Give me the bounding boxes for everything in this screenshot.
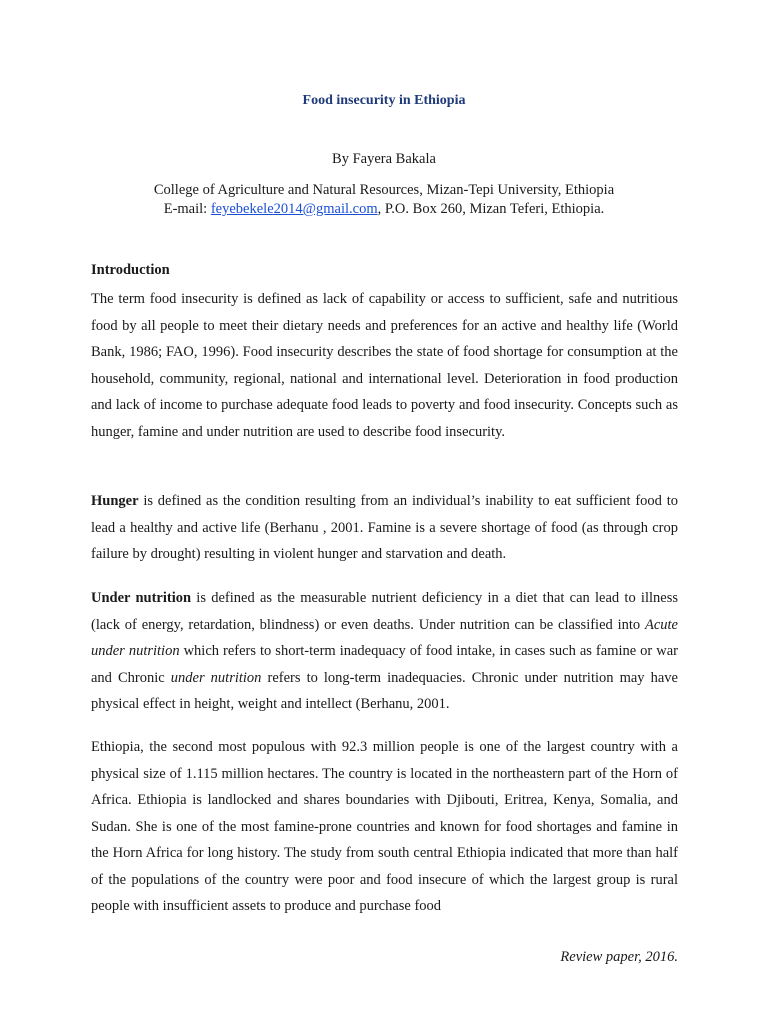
term-chronic-under-nutrition: under nutrition: [170, 669, 262, 686]
email-label: E-mail:: [163, 201, 211, 217]
affiliation-line: College of Agriculture and Natural Resources, Mizan-Tepi University, Ethiopia: [153, 182, 615, 198]
paragraph-food-insecurity: The term food insecurity is defined as lack of capability or access to sufficient, safe and nutritious food by all people to meet their dietary needs and preferences for an active and healthy life (World Bank, 1986; FAO, 1996). Food insecurity describes the state of food shortage for consumption at the household, community, regional, national and international level. Deterioration in food production and lack of income to purchase adequate food leads to poverty and food insecurity. Concepts such as hunger, famine and under nutrition are used to describe food insecurity.: [91, 291, 678, 440]
term-acute-under-nutrition: Acute under nutrition: [91, 616, 678, 659]
email-link[interactable]: feyebekele2014@gmail.com: [210, 201, 378, 217]
paragraph-under-nutrition-text-c: refers to long-term inadequacies. Chronic under nutrition may have physical effect in height, weight and intellect (Berhanu, 2001.: [91, 669, 678, 712]
term-under-nutrition: Under nutrition: [91, 590, 192, 606]
page-footer: Review paper, 2016.: [560, 949, 678, 965]
contact-line: [0, 200, 768, 219]
paragraph-hunger-text: is defined as the condition resulting from an individual’s inability to eat sufficient food to lead a healthy and active life (Berhanu , 2001. Famine is a severe shortage of food (as through crop failure by drought) resulting in violent hunger and starvation and death.: [91, 493, 678, 562]
paragraph-ethiopia: Ethiopia, the second most populous with 92.3 million people is one of the largest country with a physical size of 1.115 million hectares. The country is located in the northeastern part of the Horn of Africa. Ethiopia is landlocked and shares boundaries with Djibouti, Eritrea, Kenya, Somalia, and Sudan. She is one of the most famine-prone countries and known for food shortages and famine in the Horn Africa for long history. The study from south central Ethiopia indicated that more than half of the populations of the country were poor and food insecure of which the largest group is rural people with insufficient assets to produce and purchase food: [91, 739, 678, 914]
term-hunger: Hunger: [91, 493, 139, 509]
paragraph-under-nutrition-text-b: which refers to short-term inadequacy of food intake, in cases such as famine or war and Chronic: [91, 643, 678, 686]
section-heading-introduction: Introduction: [91, 262, 170, 278]
paragraph-under-nutrition: [91, 585, 678, 718]
postal-address: , P.O. Box 260, Mizan Teferi, Ethiopia.: [377, 201, 605, 217]
paragraph-under-nutrition-text-a: is defined as the measurable nutrient deficiency in a diet that can lead to illness (lack of energy, retardation, blindness) or even deaths. Under nutrition can be classified into: [91, 590, 678, 633]
affiliation-block: [0, 181, 768, 219]
page-title: Food insecurity in Ethiopia: [302, 93, 466, 108]
author-line: By Fayera Bakala: [332, 151, 436, 167]
paragraph-hunger: [91, 488, 678, 568]
